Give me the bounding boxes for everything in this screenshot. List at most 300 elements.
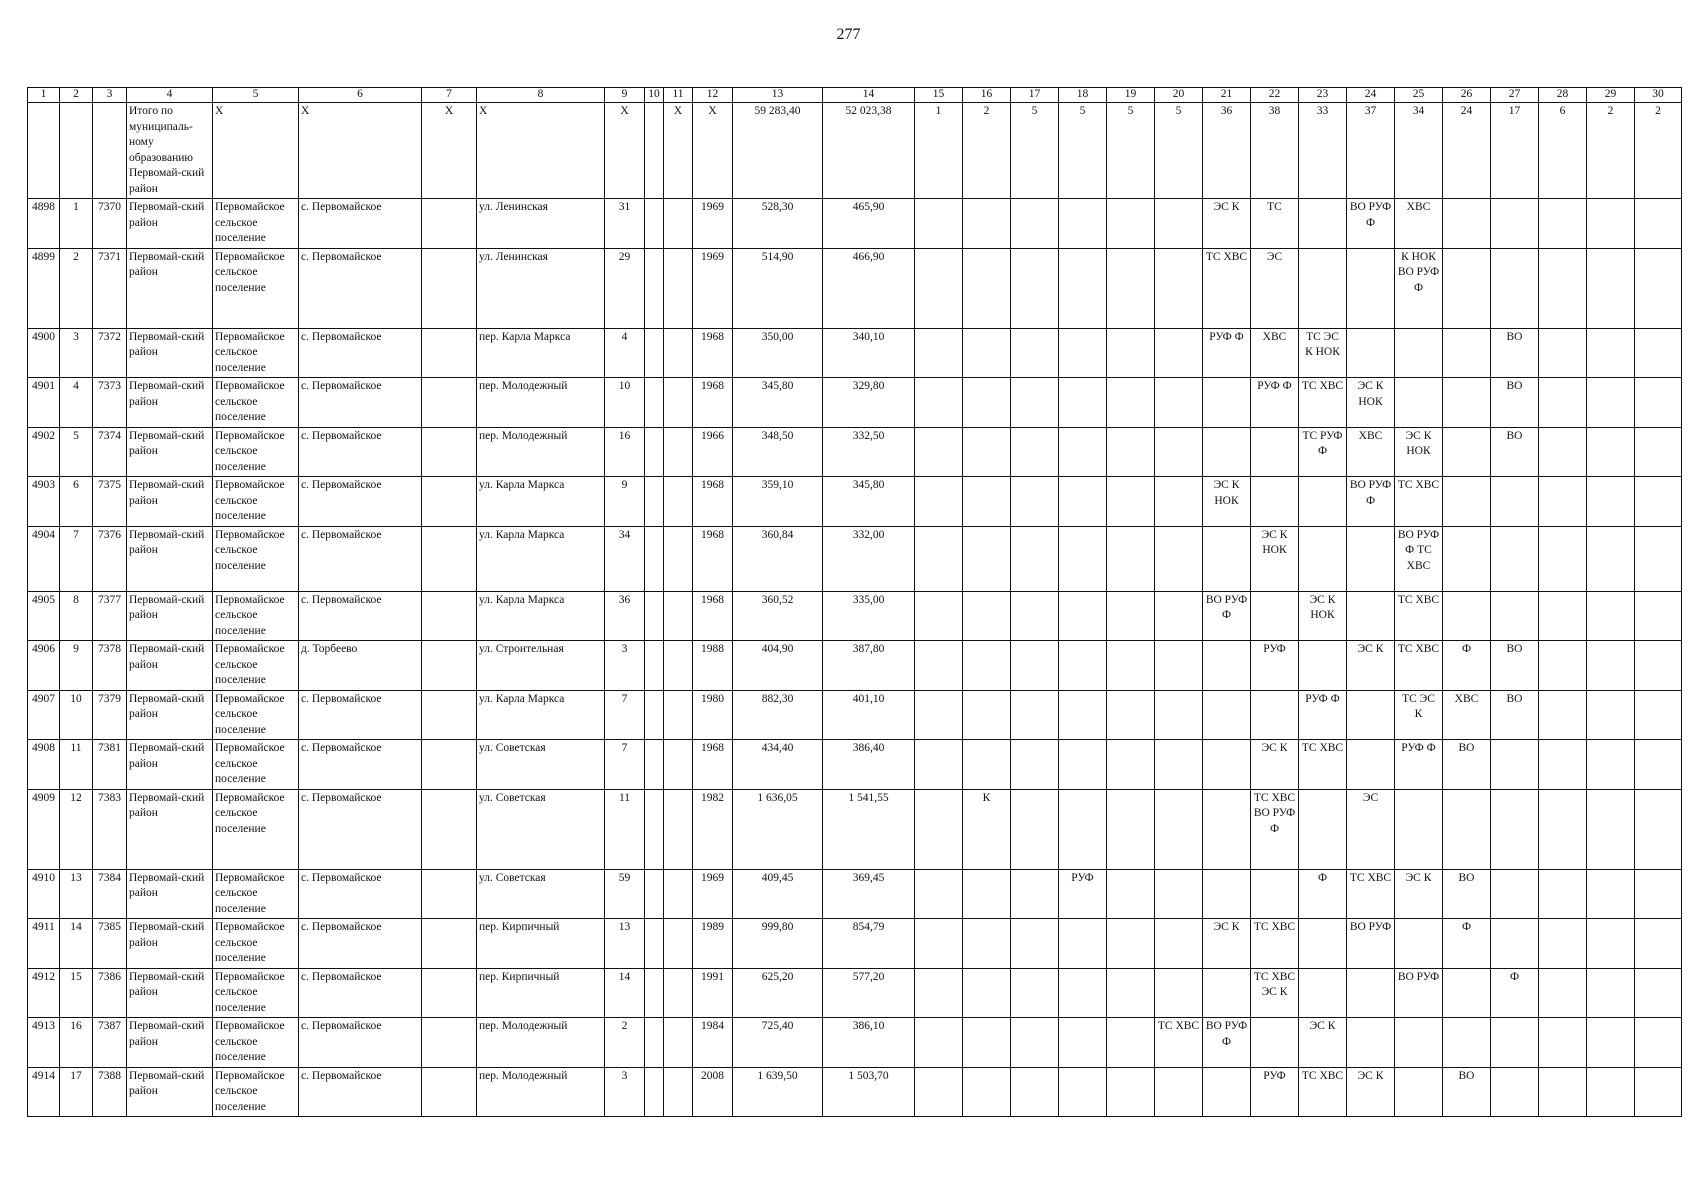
table-cell — [963, 378, 1011, 428]
table-cell: с. Первомайское — [299, 869, 422, 919]
table-cell — [963, 1018, 1011, 1068]
table-cell: РУФ — [1251, 641, 1299, 691]
table-cell — [1587, 378, 1635, 428]
table-cell: 1 — [915, 103, 963, 199]
table-cell — [1635, 968, 1682, 1018]
table-cell — [1635, 328, 1682, 378]
table-cell: 4914 — [28, 1067, 60, 1117]
table-cell — [1155, 919, 1203, 969]
table-cell: ТС ХВС — [1395, 477, 1443, 527]
table-cell — [1107, 690, 1155, 740]
table-cell: 4909 — [28, 789, 60, 869]
table-cell: 7374 — [93, 427, 127, 477]
table-cell: ТС ЭС К НОК — [1299, 328, 1347, 378]
table-cell — [915, 968, 963, 1018]
table-cell — [1539, 199, 1587, 249]
table-cell: 625,20 — [733, 968, 823, 1018]
table-cell: Первомайское сельское поселение — [213, 328, 299, 378]
table-cell — [422, 690, 477, 740]
table-cell: 4898 — [28, 199, 60, 249]
table-cell — [645, 1018, 664, 1068]
table-cell — [1347, 526, 1395, 591]
column-header: 30 — [1635, 88, 1682, 103]
table-cell: д. Торбеево — [299, 641, 422, 691]
table-cell: с. Первомайское — [299, 427, 422, 477]
table-cell: с. Первомайское — [299, 690, 422, 740]
table-cell: ВО — [1491, 641, 1539, 691]
table-cell: X — [422, 103, 477, 199]
table-cell: 52 023,38 — [823, 103, 915, 199]
table-cell — [1107, 427, 1155, 477]
table-cell — [915, 641, 963, 691]
column-header: 3 — [93, 88, 127, 103]
table-cell — [1059, 1067, 1107, 1117]
table-cell: Первомай-ский район — [127, 427, 213, 477]
table-cell — [963, 1067, 1011, 1117]
table-cell: Первомай-ский район — [127, 919, 213, 969]
table-cell — [1107, 477, 1155, 527]
table-cell — [1059, 789, 1107, 869]
table-cell: 882,30 — [733, 690, 823, 740]
table-cell: ул. Карла Маркса — [477, 526, 605, 591]
column-header: 28 — [1539, 88, 1587, 103]
table-cell — [1155, 641, 1203, 691]
table-cell — [963, 740, 1011, 790]
table-cell: 7 — [605, 740, 645, 790]
table-cell — [1203, 1067, 1251, 1117]
table-cell: Первомай-ский район — [127, 968, 213, 1018]
table-cell — [1587, 789, 1635, 869]
table-cell — [93, 103, 127, 199]
table-cell: 340,10 — [823, 328, 915, 378]
table-cell — [1299, 526, 1347, 591]
table-cell — [1299, 199, 1347, 249]
table-cell — [664, 789, 693, 869]
table-cell: Первомай-ский район — [127, 199, 213, 249]
table-cell: ВО РУФ — [1347, 919, 1395, 969]
table-cell — [422, 1067, 477, 1117]
table-cell — [1059, 199, 1107, 249]
table-cell: 14 — [60, 919, 93, 969]
table-cell: 4899 — [28, 248, 60, 328]
table-cell: 528,30 — [733, 199, 823, 249]
table-cell: Первомайское сельское поселение — [213, 789, 299, 869]
table-cell: Первомайское сельское поселение — [213, 591, 299, 641]
table-cell — [664, 968, 693, 1018]
table-cell — [1539, 378, 1587, 428]
table-cell — [1011, 199, 1059, 249]
table-cell: 350,00 — [733, 328, 823, 378]
table-cell — [963, 427, 1011, 477]
table-cell — [422, 378, 477, 428]
table-cell: 1989 — [693, 919, 733, 969]
table-cell: Первомайское сельское поселение — [213, 427, 299, 477]
table-cell: Первомайское сельское поселение — [213, 740, 299, 790]
table-cell — [1011, 378, 1059, 428]
table-cell: 1968 — [693, 591, 733, 641]
table-cell — [645, 1067, 664, 1117]
table-cell — [1011, 328, 1059, 378]
table-cell: с. Первомайское — [299, 328, 422, 378]
table-cell — [1155, 248, 1203, 328]
table-cell: ЭС К — [1203, 919, 1251, 969]
table-cell: Первомай-ский район — [127, 591, 213, 641]
table-cell — [1155, 328, 1203, 378]
table-cell: пер. Карла Маркса — [477, 328, 605, 378]
table-cell: 7379 — [93, 690, 127, 740]
table-cell — [1011, 591, 1059, 641]
column-header: 25 — [1395, 88, 1443, 103]
table-cell — [1635, 740, 1682, 790]
table-cell — [915, 248, 963, 328]
table-cell — [664, 199, 693, 249]
table-cell: 1968 — [693, 477, 733, 527]
table-cell — [1107, 248, 1155, 328]
table-cell — [1539, 869, 1587, 919]
column-header: 14 — [823, 88, 915, 103]
table-cell — [1251, 869, 1299, 919]
table-cell: 3 — [605, 1067, 645, 1117]
table-cell: 11 — [605, 789, 645, 869]
table-cell: ЭС К НОК — [1395, 427, 1443, 477]
table-cell — [915, 690, 963, 740]
table-cell: 345,80 — [823, 477, 915, 527]
table-cell — [645, 378, 664, 428]
table-cell: 332,00 — [823, 526, 915, 591]
column-header: 2 — [60, 88, 93, 103]
column-header: 19 — [1107, 88, 1155, 103]
table-cell: 3 — [605, 641, 645, 691]
table-cell: 33 — [1299, 103, 1347, 199]
table-cell: ТС ХВС ВО РУФ Ф — [1251, 789, 1299, 869]
table-cell — [1539, 526, 1587, 591]
table-cell: 4907 — [28, 690, 60, 740]
table-cell — [645, 591, 664, 641]
table-cell: 7386 — [93, 968, 127, 1018]
table-cell — [1107, 789, 1155, 869]
table-cell: ЭС К НОК — [1299, 591, 1347, 641]
table-cell: 4913 — [28, 1018, 60, 1068]
table-cell: 1 636,05 — [733, 789, 823, 869]
table-cell: ЭС — [1347, 789, 1395, 869]
page-number: 277 — [836, 26, 861, 43]
table-cell: с. Первомайское — [299, 740, 422, 790]
table-cell — [645, 740, 664, 790]
table-cell: ЭС — [1251, 248, 1299, 328]
table-row — [28, 789, 1682, 869]
column-header: 10 — [645, 88, 664, 103]
table-cell: X — [664, 103, 693, 199]
table-cell — [915, 1018, 963, 1068]
table-row — [28, 1067, 1682, 1117]
table-cell: ЭС К — [1347, 1067, 1395, 1117]
table-cell: ул. Советская — [477, 740, 605, 790]
table-cell: ЭС К НОК — [1203, 477, 1251, 527]
table-cell: ЭС К — [1347, 641, 1395, 691]
table-cell: ХВС — [1395, 199, 1443, 249]
table-cell — [1059, 968, 1107, 1018]
table-row — [28, 477, 1682, 527]
table-cell — [1011, 789, 1059, 869]
table-cell — [1635, 789, 1682, 869]
table-cell: РУФ — [1251, 1067, 1299, 1117]
table-cell: Первомай-ский район — [127, 477, 213, 527]
table-cell — [915, 1067, 963, 1117]
column-header: 7 — [422, 88, 477, 103]
table-cell — [1635, 690, 1682, 740]
table-cell: Ф — [1443, 919, 1491, 969]
table-cell: 1966 — [693, 427, 733, 477]
table-cell — [915, 427, 963, 477]
table-cell: Первомай-ский район — [127, 248, 213, 328]
table-cell: с. Первомайское — [299, 968, 422, 1018]
table-cell: Первомайское сельское поселение — [213, 526, 299, 591]
table-cell: 7371 — [93, 248, 127, 328]
table-cell: 36 — [1203, 103, 1251, 199]
table-cell — [645, 199, 664, 249]
table-cell — [645, 248, 664, 328]
table-cell: 1988 — [693, 641, 733, 691]
table-cell — [645, 919, 664, 969]
table-cell: ТС РУФ Ф — [1299, 427, 1347, 477]
table-cell: 1968 — [693, 740, 733, 790]
table-cell: 4903 — [28, 477, 60, 527]
table-cell — [1011, 869, 1059, 919]
table-cell — [422, 869, 477, 919]
table-cell — [1347, 690, 1395, 740]
table-cell — [645, 968, 664, 1018]
table-cell — [963, 477, 1011, 527]
table-cell: с. Первомайское — [299, 1018, 422, 1068]
table-cell — [1347, 740, 1395, 790]
table-cell: 329,80 — [823, 378, 915, 428]
table-cell: Первомайское сельское поселение — [213, 1018, 299, 1068]
column-header: 26 — [1443, 88, 1491, 103]
table-cell: 404,90 — [733, 641, 823, 691]
table-cell — [1155, 968, 1203, 1018]
table-cell: X — [299, 103, 422, 199]
table-cell: 7370 — [93, 199, 127, 249]
table-cell: ТС — [1251, 199, 1299, 249]
table-cell: 332,50 — [823, 427, 915, 477]
table-cell — [915, 919, 963, 969]
table-cell — [1059, 328, 1107, 378]
table-cell: ул. Советская — [477, 789, 605, 869]
table-cell: ЭС К — [1395, 869, 1443, 919]
column-header: 13 — [733, 88, 823, 103]
table-cell — [915, 328, 963, 378]
table-cell — [60, 103, 93, 199]
table-cell — [1539, 328, 1587, 378]
column-header: 20 — [1155, 88, 1203, 103]
table-cell — [1491, 477, 1539, 527]
table-cell — [1587, 477, 1635, 527]
table-cell — [1395, 1018, 1443, 1068]
table-cell — [422, 199, 477, 249]
table-row — [28, 199, 1682, 249]
table-cell: Первомай-ский район — [127, 526, 213, 591]
table-cell: ВО — [1491, 378, 1539, 428]
table-cell — [664, 1018, 693, 1068]
table-cell — [1395, 789, 1443, 869]
table-cell: ВО РУФ Ф — [1203, 1018, 1251, 1068]
table-cell: ул. Ленинская — [477, 248, 605, 328]
table-cell: 34 — [1395, 103, 1443, 199]
table-cell: Первомайское сельское поселение — [213, 199, 299, 249]
table-cell — [1539, 690, 1587, 740]
table-cell: ТС ХВС — [1203, 248, 1251, 328]
table-cell: 7375 — [93, 477, 127, 527]
table-cell — [1635, 477, 1682, 527]
table-cell — [1011, 740, 1059, 790]
table-cell — [1539, 477, 1587, 527]
table-cell: пер. Молодежный — [477, 1018, 605, 1068]
table-cell: пер. Кирпичный — [477, 919, 605, 969]
table-cell: ВО РУФ Ф ТС ХВС — [1395, 526, 1443, 591]
table-cell: ХВС — [1251, 328, 1299, 378]
table-cell: 29 — [605, 248, 645, 328]
table-row — [28, 690, 1682, 740]
table-cell — [1539, 968, 1587, 1018]
table-cell: с. Первомайское — [299, 477, 422, 527]
table-cell: ТС ХВС — [1395, 591, 1443, 641]
table-cell: 4902 — [28, 427, 60, 477]
table-cell: РУФ Ф — [1395, 740, 1443, 790]
table-cell — [1443, 1018, 1491, 1068]
table-cell — [1203, 740, 1251, 790]
table-cell: ТС ХВС — [1299, 1067, 1347, 1117]
table-cell — [1155, 740, 1203, 790]
table-cell: 3 — [60, 328, 93, 378]
table-cell — [1587, 526, 1635, 591]
table-cell: пер. Молодежный — [477, 427, 605, 477]
table-cell — [645, 427, 664, 477]
table-cell: ТС ХВС — [1251, 919, 1299, 969]
table-cell — [1107, 526, 1155, 591]
table-cell: ВО — [1491, 690, 1539, 740]
table-cell: ВО РУФ — [1395, 968, 1443, 1018]
table-cell: 4901 — [28, 378, 60, 428]
table-cell — [422, 328, 477, 378]
table-row — [28, 869, 1682, 919]
table-cell: Первомайское сельское поселение — [213, 919, 299, 969]
table-cell — [1251, 591, 1299, 641]
table-cell — [1011, 1018, 1059, 1068]
table-cell: 335,00 — [823, 591, 915, 641]
table-cell: Первомайское сельское поселение — [213, 378, 299, 428]
column-header: 1 — [28, 88, 60, 103]
table-cell: 2 — [963, 103, 1011, 199]
table-cell — [1107, 641, 1155, 691]
table-cell — [1203, 641, 1251, 691]
table-cell — [1251, 1018, 1299, 1068]
table-cell: 1982 — [693, 789, 733, 869]
table-cell: 17 — [1491, 103, 1539, 199]
table-cell: 37 — [1347, 103, 1395, 199]
table-cell: 387,80 — [823, 641, 915, 691]
table-cell — [1155, 526, 1203, 591]
table-cell — [1539, 1018, 1587, 1068]
table-cell — [1491, 526, 1539, 591]
table-cell — [28, 103, 60, 199]
table-cell — [1539, 919, 1587, 969]
table-cell: 7372 — [93, 328, 127, 378]
table-cell: ХВС — [1443, 690, 1491, 740]
table-cell: 1969 — [693, 199, 733, 249]
table-cell — [1587, 740, 1635, 790]
table-cell: 5 — [1107, 103, 1155, 199]
table-cell — [1347, 328, 1395, 378]
table-cell: с. Первомайское — [299, 919, 422, 969]
table-cell — [1635, 1018, 1682, 1068]
table-cell: с. Первомайское — [299, 591, 422, 641]
table-cell: 7 — [605, 690, 645, 740]
table-cell — [422, 591, 477, 641]
table-cell — [1059, 378, 1107, 428]
table-cell: X — [213, 103, 299, 199]
table-cell — [1107, 378, 1155, 428]
column-header: 5 — [213, 88, 299, 103]
table-cell: ВО — [1443, 740, 1491, 790]
table-cell: 6 — [1539, 103, 1587, 199]
table-cell — [915, 378, 963, 428]
table-cell — [1635, 526, 1682, 591]
table-cell — [1203, 869, 1251, 919]
table-cell: 4 — [60, 378, 93, 428]
table-cell — [1491, 919, 1539, 969]
table-cell — [645, 526, 664, 591]
table-cell — [1059, 591, 1107, 641]
table-cell — [1299, 641, 1347, 691]
column-header: 16 — [963, 88, 1011, 103]
table-cell: 4912 — [28, 968, 60, 1018]
table-cell: 1980 — [693, 690, 733, 740]
table-cell: 5 — [1155, 103, 1203, 199]
table-cell: 59 — [605, 869, 645, 919]
table-cell: ул. Ленинская — [477, 199, 605, 249]
table-cell: 10 — [60, 690, 93, 740]
table-cell: X — [605, 103, 645, 199]
table-cell: 7381 — [93, 740, 127, 790]
table-cell — [1155, 690, 1203, 740]
table-cell — [1635, 1067, 1682, 1117]
column-header: 11 — [664, 88, 693, 103]
table-cell — [422, 248, 477, 328]
table-cell: с. Первомайское — [299, 248, 422, 328]
table-cell: с. Первомайское — [299, 789, 422, 869]
table-cell — [1107, 1018, 1155, 1068]
table-cell — [1203, 968, 1251, 1018]
table-row — [28, 378, 1682, 428]
table-cell: 5 — [60, 427, 93, 477]
table-cell — [1251, 690, 1299, 740]
table-cell — [1107, 740, 1155, 790]
column-header: 22 — [1251, 88, 1299, 103]
table-cell: 4910 — [28, 869, 60, 919]
table-cell: 1 503,70 — [823, 1067, 915, 1117]
table-cell: К НОК ВО РУФ Ф — [1395, 248, 1443, 328]
table-cell: 2 — [1587, 103, 1635, 199]
table-cell: ВО — [1443, 869, 1491, 919]
table-cell: Итого по муниципаль-ному образованию Первомай-ский район — [127, 103, 213, 199]
table-cell — [1587, 248, 1635, 328]
table-cell — [1107, 1067, 1155, 1117]
table-cell: Ф — [1443, 641, 1491, 691]
table-cell: 7383 — [93, 789, 127, 869]
table-cell — [1443, 199, 1491, 249]
table-cell — [1587, 869, 1635, 919]
table-cell: 16 — [60, 1018, 93, 1068]
